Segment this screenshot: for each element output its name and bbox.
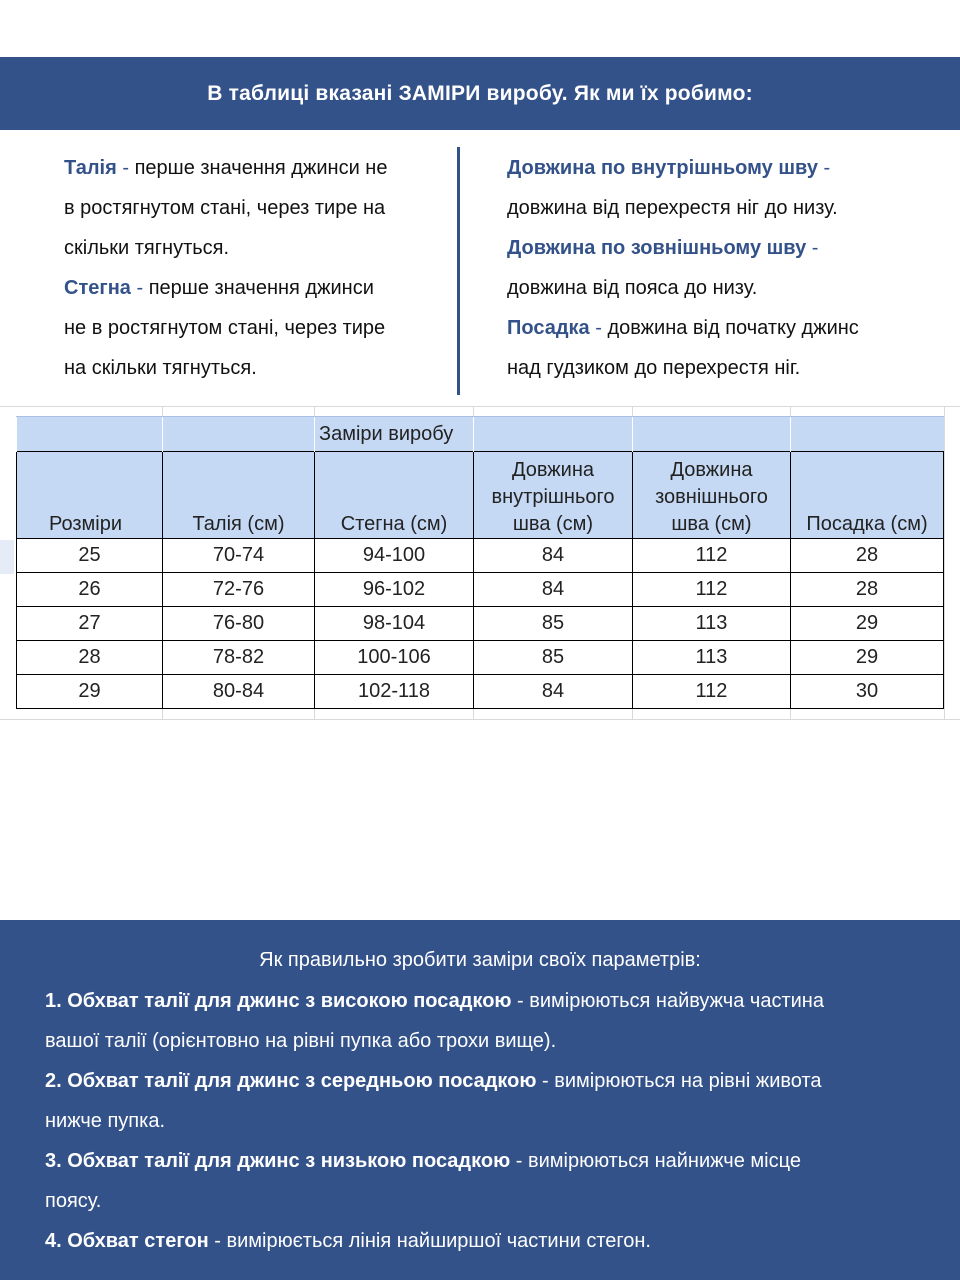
table-cell: 98-104 <box>315 607 474 641</box>
table-cell: 112 <box>633 573 791 607</box>
table-cell: 112 <box>633 539 791 573</box>
definition-inseam: Довжина по внутрішньому шву - довжина від перехрестя ніг до низу. <box>507 157 838 219</box>
table-cell: 28 <box>791 573 944 607</box>
instructions-list <box>45 981 935 1261</box>
column-header-outseam: Довжина зовнішнього шва (см) <box>633 452 791 539</box>
column-header-hips: Стегна (см) <box>315 452 474 539</box>
table-cell: 76-80 <box>163 607 315 641</box>
table-cell: 70-74 <box>163 539 315 573</box>
table-cell: 85 <box>474 641 633 675</box>
table-row <box>17 641 944 675</box>
column-header-rise: Посадка (см) <box>791 452 944 539</box>
instruction-item: 4. Обхват стегон - вимірюється лінія найширшої частини стегон. <box>45 1230 651 1252</box>
instruction-item: 1. Обхват талії для джинс з високою посадкою - вимірюються найвужча частина вашої талії (орієнтовно на рівні пупка або трохи вище). <box>45 990 824 1052</box>
instruction-item: 3. Обхват талії для джинс з низькою посадкою - вимірюються найнижче місце поясу. <box>45 1150 801 1212</box>
definition-rise: Посадка - довжина від початку джинс над гудзиком до перехрестя ніг. <box>507 317 859 379</box>
definition-hips: Стегна - перше значення джинси не в ростягнутом стані, через тире на скільки тягнуться. <box>64 277 386 379</box>
table-row <box>17 573 944 607</box>
table-cell: 30 <box>791 675 944 709</box>
table-cell: 113 <box>633 607 791 641</box>
instructions-panel <box>0 920 960 1280</box>
table-cell: 28 <box>17 641 163 675</box>
column-header-waist: Талія (см) <box>163 452 315 539</box>
size-table-area <box>0 406 960 720</box>
table-cell: 94-100 <box>315 539 474 573</box>
table-cell: 25 <box>17 539 163 573</box>
table-cell: 72-76 <box>163 573 315 607</box>
size-table <box>16 416 944 709</box>
table-cell: 112 <box>633 675 791 709</box>
column-divider <box>457 147 460 395</box>
table-cell: 29 <box>17 675 163 709</box>
definition-outseam: Довжина по зовнішньому шву - довжина від пояса до низу. <box>507 237 819 299</box>
table-cell: 28 <box>791 539 944 573</box>
sheet-gridline <box>0 406 960 407</box>
instructions-title: Як правильно зробити заміри своїх параметрів: <box>259 949 701 971</box>
table-cell: 102-118 <box>315 675 474 709</box>
table-cell: 85 <box>474 607 633 641</box>
column-header-inseam: Довжина внутрішнього шва (см) <box>474 452 633 539</box>
table-row <box>17 607 944 641</box>
instruction-item: 2. Обхват талії для джинс з середньою посадкою - вимірюються на рівні живота нижче пупка. <box>45 1070 822 1132</box>
definitions-right <box>507 148 947 388</box>
table-cell: 80-84 <box>163 675 315 709</box>
table-cell: 78-82 <box>163 641 315 675</box>
column-header-size: Розміри <box>17 452 163 539</box>
definitions-left <box>64 148 444 388</box>
table-cell: 100-106 <box>315 641 474 675</box>
header-banner <box>0 57 960 130</box>
table-cell: 29 <box>791 641 944 675</box>
table-row <box>17 539 944 573</box>
table-cell: 113 <box>633 641 791 675</box>
table-row <box>17 675 944 709</box>
sheet-gridline <box>944 406 945 720</box>
table-cell: 27 <box>17 607 163 641</box>
table-cell: 84 <box>474 539 633 573</box>
header-title: В таблиці вказані ЗАМІРИ виробу. Як ми їх робимо: <box>207 81 753 105</box>
table-header-row <box>17 452 944 539</box>
definition-waist: Талія - перше значення джинси не в ростягнутом стані, через тире на скільки тягнуться. <box>64 157 388 259</box>
table-cell: 84 <box>474 675 633 709</box>
table-cell: 29 <box>791 607 944 641</box>
table-cell: 96-102 <box>315 573 474 607</box>
table-group-title: Заміри виробу <box>315 417 474 452</box>
table-cell: 84 <box>474 573 633 607</box>
table-group-header-row <box>17 417 944 452</box>
table-cell: 26 <box>17 573 163 607</box>
sheet-gridline <box>0 719 960 720</box>
row-selection-marker <box>0 540 14 574</box>
